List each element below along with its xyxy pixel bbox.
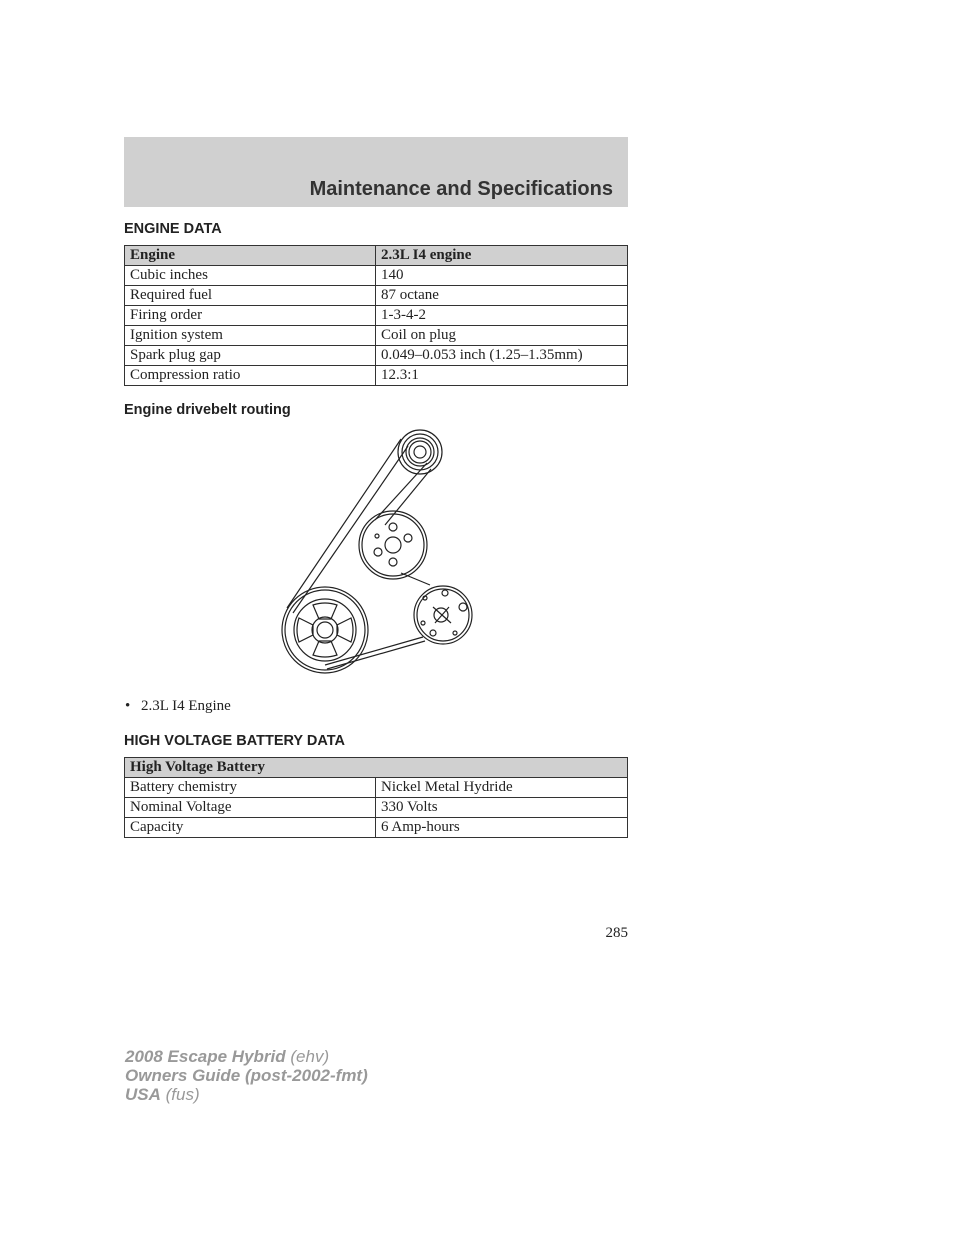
table-header-row	[125, 246, 628, 266]
table-row	[125, 778, 628, 798]
table-cell: 87 octane	[376, 286, 628, 306]
footer-model: 2008 Escape Hybrid	[125, 1047, 286, 1066]
table-cell: Spark plug gap	[125, 346, 376, 366]
table-row	[125, 798, 628, 818]
document-footer	[125, 1047, 368, 1104]
water-pump-pulley	[359, 511, 427, 579]
table-cell: 6 Amp-hours	[376, 818, 628, 838]
table-row	[125, 818, 628, 838]
idler-pulley	[398, 430, 442, 474]
table-cell: 1-3-4-2	[376, 306, 628, 326]
engine-bullet-item	[125, 698, 231, 715]
table-header-cell: 2.3L I4 engine	[376, 246, 628, 266]
table-cell: Battery chemistry	[125, 778, 376, 798]
table-row	[125, 306, 628, 326]
table-cell: Nickel Metal Hydride	[376, 778, 628, 798]
table-header-row	[125, 758, 628, 778]
table-cell: Capacity	[125, 818, 376, 838]
battery-data-table	[124, 757, 628, 838]
table-cell: Compression ratio	[125, 366, 376, 386]
table-cell: 0.049–0.053 inch (1.25–1.35mm)	[376, 346, 628, 366]
engine-data-heading: ENGINE DATA	[124, 221, 222, 237]
footer-line	[125, 1066, 368, 1085]
page-number: 285	[605, 925, 628, 941]
table-cell: 12.3:1	[376, 366, 628, 386]
drivebelt-routing-diagram	[275, 425, 480, 675]
battery-data-heading: HIGH VOLTAGE BATTERY DATA	[124, 733, 345, 749]
crankshaft-pulley	[282, 587, 368, 673]
table-cell: Required fuel	[125, 286, 376, 306]
belt-tensioner	[414, 586, 472, 644]
table-cell: Ignition system	[125, 326, 376, 346]
bullet-symbol: •	[125, 698, 131, 714]
table-row	[125, 266, 628, 286]
table-row	[125, 286, 628, 306]
footer-market-code: (fus)	[165, 1085, 200, 1104]
table-header-cell: High Voltage Battery	[125, 758, 628, 778]
bullet-text: 2.3L I4 Engine	[141, 698, 231, 714]
footer-line	[125, 1047, 368, 1066]
footer-model-code: (ehv)	[290, 1047, 330, 1066]
table-cell: 330 Volts	[376, 798, 628, 818]
table-row	[125, 326, 628, 346]
table-cell: Coil on plug	[376, 326, 628, 346]
footer-guide: Owners Guide (post-2002-fmt)	[125, 1066, 368, 1085]
table-cell: Nominal Voltage	[125, 798, 376, 818]
table-row	[125, 366, 628, 386]
table-cell: 140	[376, 266, 628, 286]
drivebelt-heading: Engine drivebelt routing	[124, 402, 291, 418]
table-row	[125, 346, 628, 366]
engine-data-table	[124, 245, 628, 386]
section-header-band	[124, 137, 628, 207]
footer-line	[125, 1085, 368, 1104]
drivebelt	[287, 439, 431, 669]
footer-market: USA	[125, 1085, 161, 1104]
section-title: Maintenance and Specifications	[309, 178, 613, 200]
table-cell: Cubic inches	[125, 266, 376, 286]
table-cell: Firing order	[125, 306, 376, 326]
table-header-cell: Engine	[125, 246, 376, 266]
